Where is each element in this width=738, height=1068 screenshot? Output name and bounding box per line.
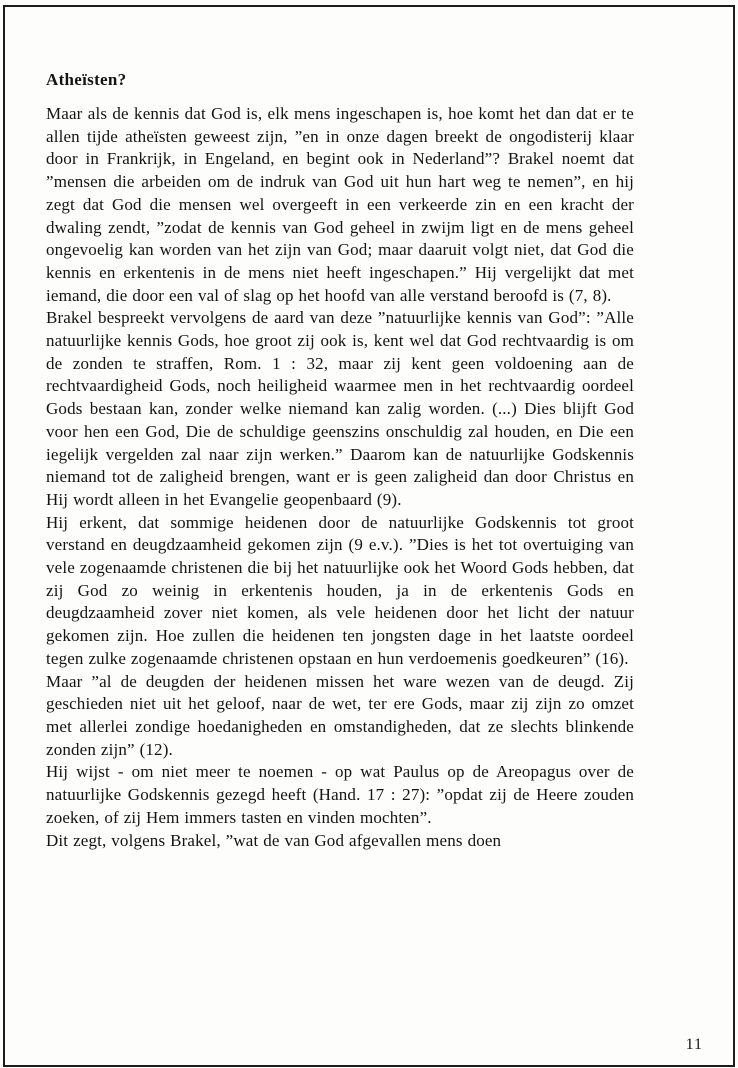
page-title: Atheïsten?	[46, 70, 127, 89]
paragraph-6: Dit zegt, volgens Brakel, ”wat de van God afgevallen mens doen	[46, 830, 502, 850]
paragraph-4: Maar ”al de deugden der heidenen missen het ware wezen van de deugd. Zij geschieden niet uit het geloof, naar de wet, ter ere Gods, maar zij zijn zo omzet met allerlei zondige hoedanigheden en omstandigheden, dat ze slechts blinkende zonden zijn” (12).	[46, 671, 634, 759]
paragraph-1: Maar als de kennis dat God is, elk mens ingeschapen is, hoe komt het dan dat er te allen tijde atheïsten geweest zijn, ”en in onze dagen breekt de ongodisterij klaar door in Frankrijk, in Engeland, en begint ook in Nederland”? Brakel noemt dat ”mensen die arbeiden om de indruk van God uit hun hart weg te nemen”, en hij zegt dat God die mensen wel overgeeft in een verkeerde zin en een kracht der dwaling zendt, ”zodat de kennis van God geheel in zwijm ligt en de mens geheel ongevoelig kan worden van het zijn van God; maar daaruit volgt niet, dat God die kennis en erkentenis in de mens niet heeft ingeschapen.” Hij vergelijkt dat met iemand, die door een val of slag op het hoofd van alle verstand beroofd is (7, 8).	[46, 104, 634, 305]
paragraph-3: Hij erkent, dat sommige heidenen door de natuurlijke Godskennis tot groot verstand en deugdzaamheid gekomen zijn (9 e.v.). ”Dies is het tot overtuiging van vele zogenaamde christenen die bij het natuurlijke ook het Woord Gods hebben, dat zij God zo weinig in erkentenis houden, ja in de erkentenis Gods en deugdzaamheid zover niet komen, als vele heidenen door het licht der natuur gekomen zijn. Hoe zullen die heidenen ten jongsten dage in het laatste oordeel tegen zulke zogenaamde christenen opstaan en hun verdoemenis goedkeuren” (16).	[46, 512, 634, 668]
paragraph-5: Hij wijst - om niet meer te noemen - op wat Paulus op de Areopagus over de natuurlijke Godskennis gezegd heeft (Hand. 17 : 27): ”opdat zij de Heere zouden zoeken, of zij Hem immers tasten en vinden mochten”.	[46, 762, 634, 827]
page-number: 11	[685, 1036, 703, 1053]
paragraph-2: Brakel bespreekt vervolgens de aard van deze ”natuurlijke kennis van God”: ”Alle natuurlijke kennis Gods, hoe groot zij ook is, kent wel dat God rechtvaardig is om de zonden te straffen, Rom. 1 : 32, maar zij kent geen voldoening aan de rechtvaardigheid Gods, noch heiligheid waarmee men in het rechtvaardig oordeel Gods bestaan kan, zonder welke niemand kan zalig worden. (...) Dies blijft God voor hen een God, Die de schuldige geenszins onschuldig zal houden, en Die een iegelijk vergelden zal naar zijn werken.” Daarom kan de natuurlijke Godskennis niemand tot de zaligheid brengen, want er is geen zaligheid dan door Christus en Hij wordt alleen in het Evangelie geopenbaard (9).	[46, 308, 634, 509]
page-content	[46, 70, 634, 852]
